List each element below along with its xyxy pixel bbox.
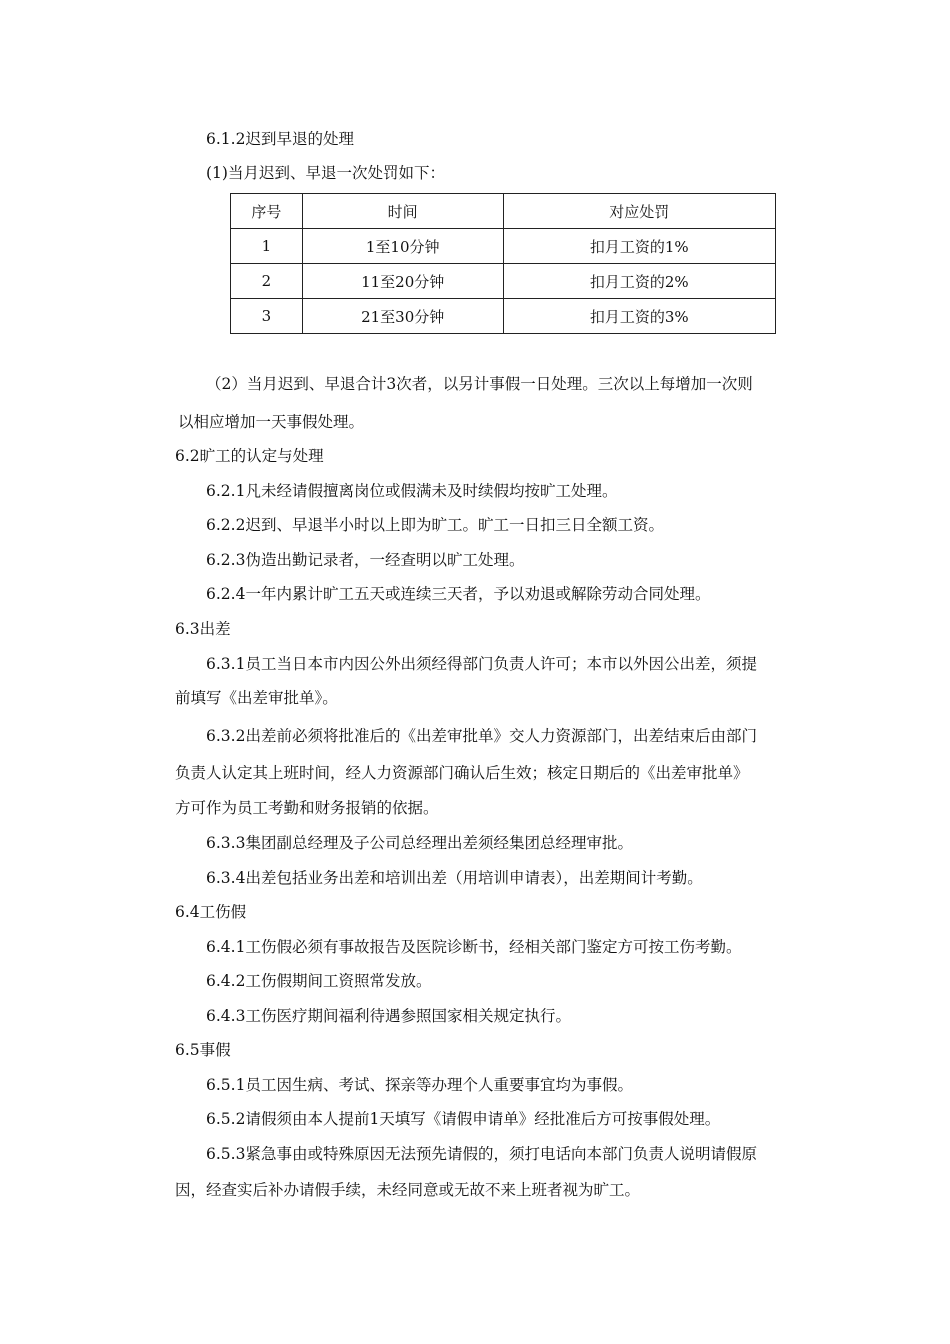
section-6-3-2-line-1: 6.3.2出差前必须将批准后的《出差审批单》交人力资源部门，出差结束后由部门 [206, 727, 757, 745]
section-6-2-2: 6.2.2迟到、早退半小时以上即为旷工。旷工一日扣三日全额工资。 [206, 516, 664, 534]
section-6-4-3: 6.4.3工伤医疗期间福利待遇参照国家相关规定执行。 [206, 1007, 571, 1025]
table-row [231, 299, 776, 334]
table-cell-penalty: 扣月工资的1% [503, 229, 776, 264]
table-header-penalty: 对应处罚 [503, 194, 776, 229]
section-6-3-1-line-2: 前填写《出差审批单》。 [175, 689, 338, 707]
section-6-2-3: 6.2.3伪造出勤记录者，一经查明以旷工处理。 [206, 551, 525, 569]
section-6-3-3: 6.3.3集团副总经理及子公司总经理出差须经集团总经理审批。 [206, 834, 633, 852]
section-6-2-title: 6.2旷工的认定与处理 [175, 447, 324, 465]
section-6-5-1: 6.5.1员工因生病、考试、探亲等办理个人重要事宜均为事假。 [206, 1076, 633, 1094]
table-header-row [231, 194, 776, 229]
section-6-2-4: 6.2.4一年内累计旷工五天或连续三天者，予以劝退或解除劳动合同处理。 [206, 585, 711, 603]
section-6-1-2-item-1: (1)当月迟到、早退一次处罚如下： [206, 164, 445, 182]
section-6-3-2-line-3: 方可作为员工考勤和财务报销的依据。 [175, 799, 439, 817]
penalty-table [230, 193, 776, 334]
section-6-3-2-line-2: 负责人认定其上班时间，经人力资源部门确认后生效；核定日期后的《出差审批单》 [175, 764, 749, 782]
section-6-5-title: 6.5事假 [175, 1041, 231, 1059]
section-6-4-1: 6.4.1工伤假必须有事故报告及医院诊断书，经相关部门鉴定方可按工伤考勤。 [206, 938, 742, 956]
table-cell-time: 11至20分钟 [302, 264, 503, 299]
table-cell-penalty: 扣月工资的2% [503, 264, 776, 299]
section-6-1-2-item-2-line-1: （2）当月迟到、早退合计3次者，以另计事假一日处理。三次以上每增加一次则 [206, 375, 753, 393]
table-row [231, 264, 776, 299]
table-row [231, 229, 776, 264]
section-6-5-3-line-1: 6.5.3紧急事由或特殊原因无法预先请假的，须打电话向本部门负责人说明请假原 [206, 1145, 757, 1163]
section-6-3-1-line-1: 6.3.1员工当日本市内因公外出须经得部门负责人许可；本市以外因公出差，须提 [206, 655, 757, 673]
table-cell-index: 1 [231, 229, 303, 264]
section-6-5-2: 6.5.2请假须由本人提前1天填写《请假申请单》经批准后方可按事假处理。 [206, 1110, 721, 1128]
table-cell-time: 21至30分钟 [302, 299, 503, 334]
section-6-3-4: 6.3.4出差包括业务出差和培训出差（用培训申请表），出差期间计考勤。 [206, 869, 703, 887]
section-6-5-3-line-2: 因，经查实后补办请假手续，未经同意或无故不来上班者视为旷工。 [175, 1181, 641, 1199]
table-cell-time: 1至10分钟 [302, 229, 503, 264]
table-header-time: 时间 [302, 194, 503, 229]
section-6-1-2-item-2-line-2: 以相应增加一天事假处理。 [178, 413, 365, 431]
table-cell-index: 2 [231, 264, 303, 299]
section-6-3-title: 6.3出差 [175, 620, 231, 638]
table-cell-index: 3 [231, 299, 303, 334]
section-6-4-title: 6.4工伤假 [175, 903, 247, 921]
table-header-index: 序号 [231, 194, 303, 229]
section-6-4-2: 6.4.2工伤假期间工资照常发放。 [206, 972, 432, 990]
section-6-1-2-title: 6.1.2迟到早退的处理 [206, 130, 354, 148]
table-cell-penalty: 扣月工资的3% [503, 299, 776, 334]
section-6-2-1: 6.2.1凡未经请假擅离岗位或假满未及时续假均按旷工处理。 [206, 482, 618, 500]
